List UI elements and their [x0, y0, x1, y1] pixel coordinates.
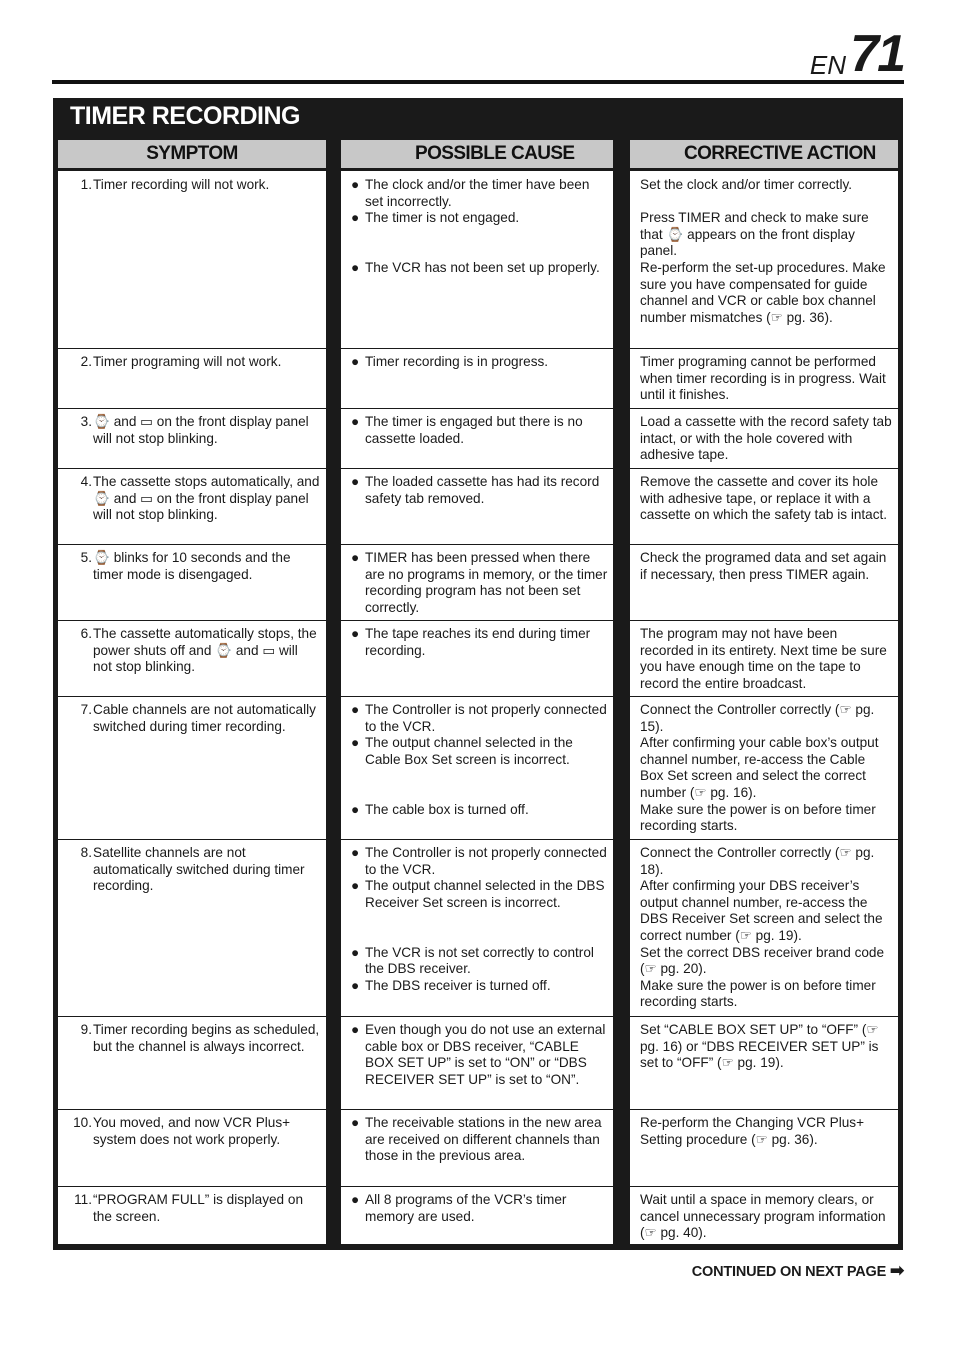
bullet-icon: ● [351, 474, 360, 489]
action-text: Re-perform the set-up procedures. Make sure you have compensated for guide channel and VCR or cable box channel number mismatches (☞ pg. 36). [640, 260, 886, 325]
bullet-icon: ● [351, 977, 360, 993]
row-number: 9. [80, 1022, 92, 1037]
cause-item [351, 845, 609, 878]
action-text: Remove the cassette and cover its hole with adhesive tape, or replace it with a cassette on which the safety tab is intact. [640, 474, 888, 523]
symptom-text: ⌚ and ▭ on the front display panel will not stop blinking. [93, 414, 309, 446]
bullet-icon: ● [351, 702, 360, 717]
action-text: Load a cassette with the record safety tab intact, or with the hole covered with adhesive tape. [640, 414, 892, 463]
cause-text: The receivable stations in the new area are received on different channels than those in the previous area. [365, 1115, 602, 1164]
page-header [52, 25, 904, 84]
cause-item [351, 474, 609, 507]
cause-item [351, 550, 609, 616]
row-number: 4. [80, 474, 92, 489]
bullet-icon: ● [351, 414, 360, 429]
row-divider [341, 1186, 613, 1187]
bullet-icon: ● [351, 626, 360, 641]
cause-item [351, 1022, 609, 1088]
symptom-column [58, 171, 326, 1244]
cause-text: The timer is not engaged. [365, 210, 520, 226]
row-divider [341, 544, 613, 545]
row-divider [58, 408, 326, 409]
symptom-text: “PROGRAM FULL” is displayed on the screen. [93, 1192, 304, 1224]
row-divider [341, 1109, 613, 1110]
row-divider [630, 468, 898, 469]
action-column [630, 171, 898, 1244]
row-divider [630, 408, 898, 409]
bullet-icon: ● [351, 1022, 360, 1037]
bullet-icon: ● [351, 944, 360, 960]
row-divider [58, 1016, 326, 1017]
action-text: Re-perform the Changing VCR Plus+ Setting procedure (☞ pg. 36). [640, 1115, 865, 1147]
row-divider [630, 620, 898, 621]
continued-note [692, 1261, 904, 1281]
action-text: Press TIMER and check to make sure that ⌚ appears on the front display panel. [640, 210, 869, 259]
row-divider [630, 1186, 898, 1187]
cause-text: The DBS receiver is turned off. [365, 977, 551, 993]
cause-item [351, 802, 609, 819]
cause-item [351, 626, 609, 659]
cause-item [351, 177, 609, 210]
action-text: Set “CABLE BOX SET UP” to “OFF” (☞ pg. 16) or “DBS RECEIVER SET UP” is set to “OFF” (☞ pg. 19). [640, 1022, 879, 1071]
row-divider [58, 348, 326, 349]
column-header-action: CORRECTIVE ACTION [630, 140, 898, 168]
row-divider [341, 839, 613, 840]
bullet-icon: ● [351, 210, 360, 226]
symptom-cell [70, 354, 320, 371]
cause-text: Even though you do not use an external cable box or DBS receiver, “CABLE BOX SET UP” is set to “ON” or “DBS RECEIVER SET UP” is set to “ON”. [365, 1022, 606, 1087]
symptom-text: The cassette automatically stops, the power shuts off and ⌚ and ▭ will not stop blinking. [93, 626, 317, 675]
row-divider [58, 1109, 326, 1110]
symptom-cell [70, 550, 320, 583]
action-text: Connect the Controller correctly (☞ pg. 15). [640, 702, 875, 734]
cause-item [351, 210, 609, 227]
row-divider [630, 696, 898, 697]
row-divider [630, 1109, 898, 1110]
bullet-icon: ● [351, 260, 360, 275]
cause-item [351, 878, 609, 911]
cause-text: The VCR has not been set up properly. [365, 260, 600, 275]
row-divider [630, 544, 898, 545]
cause-text: The timer is engaged but there is no cassette loaded. [365, 414, 583, 446]
cause-text: All 8 programs of the VCR’s timer memory are used. [365, 1192, 567, 1224]
row-divider [341, 408, 613, 409]
cause-text: The Controller is not properly connected to the VCR. [365, 845, 607, 877]
section-title: TIMER RECORDING [70, 102, 300, 130]
symptom-text: Cable channels are not automatically switched during timer recording. [93, 702, 316, 734]
cause-text: Timer recording is in progress. [365, 354, 549, 369]
row-number: 10. [73, 1115, 92, 1130]
row-number: 5. [80, 550, 92, 565]
row-number: 3. [80, 414, 92, 429]
bullet-icon: ● [351, 735, 360, 751]
symptom-text: ⌚ blinks for 10 seconds and the timer mode is disengaged. [93, 550, 291, 582]
symptom-text: Timer recording will not work. [93, 177, 270, 192]
row-divider [58, 839, 326, 840]
row-number: 6. [80, 626, 92, 641]
cause-text: TIMER has been pressed when there are no programs in memory, or the timer recording program has not been set correctly. [365, 550, 608, 615]
bullet-icon: ● [351, 878, 360, 894]
cause-text: The tape reaches its end during timer recording. [365, 626, 591, 658]
row-divider [630, 1016, 898, 1017]
row-divider [341, 468, 613, 469]
bullet-icon: ● [351, 1192, 360, 1207]
action-text: After confirming your DBS receiver’s output channel number, re-access the DBS Receiver Set screen and select the correct number (☞ pg. 19). [640, 878, 883, 943]
row-number: 2. [80, 354, 92, 369]
arrow-right-icon: ➡ [889, 1261, 904, 1280]
symptom-cell [70, 177, 320, 194]
cause-text: The clock and/or the timer have been set incorrectly. [365, 177, 590, 209]
row-divider [58, 696, 326, 697]
cause-item [351, 945, 609, 978]
column-header-symptom: SYMPTOM [58, 140, 326, 168]
action-text: Make sure the power is on before timer recording starts. [640, 801, 876, 834]
row-divider [58, 1186, 326, 1187]
symptom-text: Timer recording begins as scheduled, but the channel is always incorrect. [93, 1022, 320, 1054]
action-text: Connect the Controller correctly (☞ pg. 18). [640, 845, 875, 877]
bullet-icon: ● [351, 801, 360, 817]
timer-recording-section [53, 98, 903, 1250]
cause-item [351, 260, 609, 277]
action-text: After confirming your cable box’s output channel number, re-access the Cable Box Set screen and select the correct number (☞ pg. 16). [640, 735, 879, 800]
symptom-cell [70, 1192, 320, 1225]
row-divider [58, 544, 326, 545]
row-number: 11. [74, 1192, 92, 1207]
symptom-cell [70, 1115, 320, 1148]
symptom-text: You moved, and now VCR Plus+ system does not work properly. [93, 1115, 291, 1147]
cause-text: The loaded cassette has had its record safety tab removed. [365, 474, 600, 506]
row-divider [58, 620, 326, 621]
page-number: 71 [850, 25, 904, 83]
symptom-cell [70, 702, 320, 735]
action-text: Make sure the power is on before timer recording starts. [640, 977, 876, 1010]
cause-text: The Controller is not properly connected to the VCR. [365, 702, 607, 734]
bullet-icon: ● [351, 1115, 360, 1130]
cause-text: The cable box is turned off. [365, 801, 529, 817]
symptom-cell [70, 845, 320, 895]
row-divider [341, 348, 613, 349]
bullet-icon: ● [351, 845, 360, 860]
symptom-cell [70, 414, 320, 447]
action-text: Set the correct DBS receiver brand code (☞ pg. 20). [640, 944, 885, 977]
action-text: Set the clock and/or timer correctly. [640, 177, 853, 192]
row-divider [341, 696, 613, 697]
symptom-cell [70, 474, 320, 524]
row-number: 8. [80, 845, 92, 860]
cause-item [351, 1115, 609, 1165]
cause-text: The VCR is not set correctly to control the DBS receiver. [365, 944, 594, 977]
row-divider [630, 348, 898, 349]
row-divider [58, 468, 326, 469]
row-divider [341, 620, 613, 621]
bullet-icon: ● [351, 354, 360, 369]
bullet-icon: ● [351, 550, 360, 565]
language-label: EN [809, 50, 846, 80]
symptom-text: The cassette stops automatically, and ⌚ and ▭ on the front display panel will not stop blinking. [93, 474, 320, 523]
row-number: 1. [80, 177, 92, 192]
cause-item [351, 702, 609, 735]
cause-item [351, 978, 609, 995]
cause-item [351, 354, 609, 371]
symptom-text: Satellite channels are not automatically switched during timer recording. [93, 845, 305, 894]
cause-item [351, 414, 609, 447]
bullet-icon: ● [351, 177, 360, 192]
cause-item [351, 735, 609, 768]
cause-text: The output channel selected in the Cable Box Set screen is incorrect. [365, 735, 573, 767]
action-text: Check the programed data and set again if necessary, then press TIMER again. [640, 550, 887, 582]
continued-text: CONTINUED ON NEXT PAGE [691, 1264, 887, 1280]
cause-column [341, 171, 613, 1244]
action-text: Timer programing cannot be performed when timer recording is in progress. Wait until it finishes. [640, 354, 886, 403]
row-number: 7. [80, 702, 92, 717]
symptom-cell [70, 626, 320, 676]
cause-item [351, 1192, 609, 1225]
cause-text: The output channel selected in the DBS Receiver Set screen is incorrect. [365, 878, 605, 910]
action-text: Wait until a space in memory clears, or cancel unnecessary program information (☞ pg. 40). [640, 1192, 886, 1241]
row-divider [341, 1016, 613, 1017]
action-text: The program may not have been recorded in its entirety. Next time be sure you have enough time on the tape to record the entire broadcast. [640, 626, 887, 691]
row-divider [630, 839, 898, 840]
symptom-cell [70, 1022, 320, 1055]
symptom-text: Timer programing will not work. [93, 354, 282, 369]
column-header-cause: POSSIBLE CAUSE [341, 140, 613, 168]
